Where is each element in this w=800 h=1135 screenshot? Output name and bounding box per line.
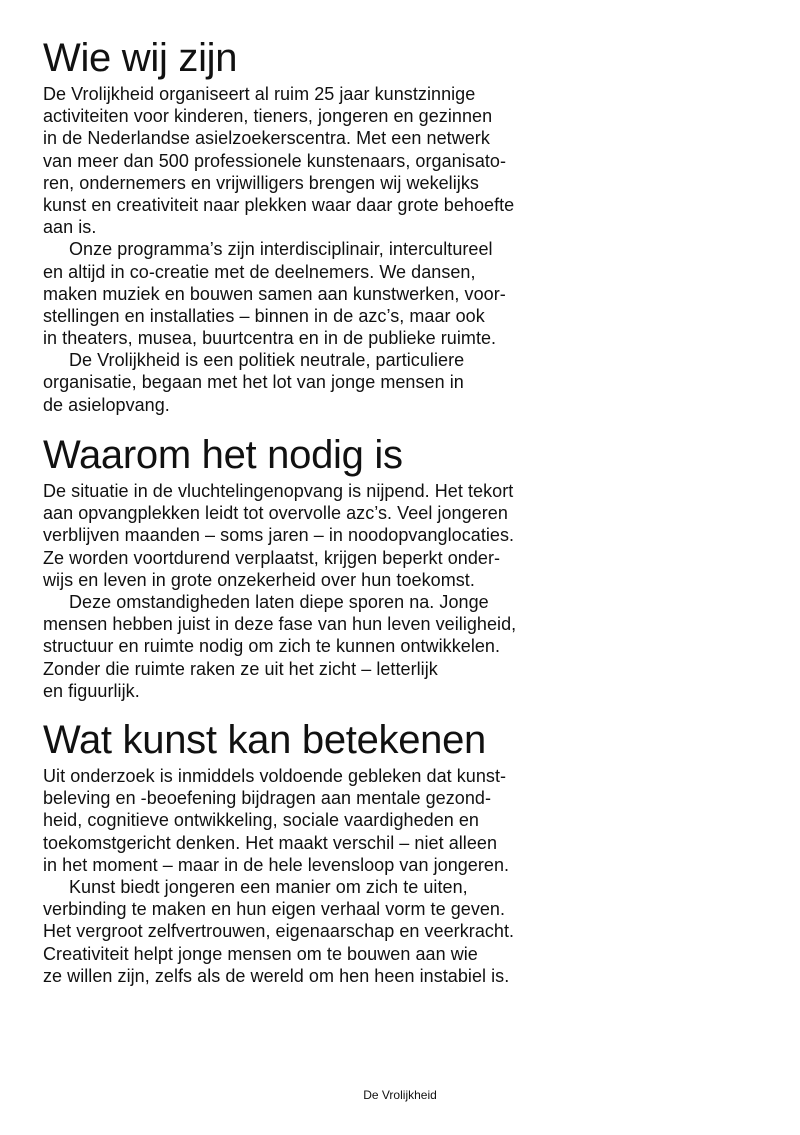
text-line: kunst en creativiteit naar plekken waar daar grote behoefte	[43, 194, 515, 215]
text-line: verbinding te maken en hun eigen verhaal vorm te geven.	[43, 899, 506, 920]
text-line: Ze worden voortdurend verplaatst, krijgen beperkt onder-	[43, 547, 501, 568]
text-line: verblijven maanden – soms jaren – in noodopvanglocaties.	[43, 525, 515, 546]
text-line: beleving en -beoefening bijdragen aan mentale gezond-	[43, 788, 491, 809]
text-line: van meer dan 500 professionele kunstenaars, organisato-	[43, 150, 507, 171]
paragraph	[43, 876, 643, 987]
text-line: activiteiten voor kinderen, tieners, jongeren en gezinnen	[43, 106, 493, 127]
text-line: in theaters, musea, buurtcentra en in de publieke ruimte.	[43, 328, 497, 349]
text-line: Uit onderzoek is inmiddels voldoende gebleken dat kunst-	[43, 766, 507, 786]
text-line: wijs en leven in grote onzekerheid over hun toekomst.	[43, 569, 475, 590]
text-line: en altijd in co-creatie met de deelnemers. We dansen,	[43, 261, 476, 282]
text-line: de asielopvang.	[43, 394, 170, 415]
section-wie-wij-zijn	[43, 33, 643, 416]
text-line: toekomstgericht denken. Het maakt verschil – niet alleen	[43, 832, 498, 853]
text-line: Deze omstandigheden laten diepe sporen na. Jonge	[69, 591, 489, 612]
section-waarom-het-nodig-is	[43, 430, 643, 702]
text-line: heid, cognitieve ontwikkeling, sociale vaardigheden en	[43, 810, 479, 831]
page-footer: De Vrolijkheid	[363, 1088, 437, 1102]
text-line: ze willen zijn, zelfs als de wereld om hen heen instabiel is.	[43, 965, 510, 986]
text-line: structuur en ruimte nodig om zich te kunnen ontwikkelen.	[43, 636, 501, 657]
text-line: De situatie in de vluchtelingenopvang is nijpend. Het tekort	[43, 481, 514, 501]
text-line: De Vrolijkheid organiseert al ruim 25 jaar kunstzinnige	[43, 84, 476, 104]
text-line: Zonder die ruimte raken ze uit het zicht – letterlijk	[43, 658, 438, 679]
paragraph	[43, 349, 643, 416]
text-line: Onze programma’s zijn interdisciplinair, intercultureel	[69, 239, 493, 260]
paragraph	[43, 83, 643, 238]
text-line: en figuurlijk.	[43, 680, 140, 701]
paragraph	[43, 480, 643, 591]
text-line: organisatie, begaan met het lot van jonge mensen in	[43, 372, 464, 393]
text-line: ren, ondernemers en vrijwilligers brengen wij wekelijks	[43, 172, 479, 193]
section-heading: Waarom het nodig is	[43, 433, 403, 477]
text-line: Het vergroot zelfvertrouwen, eigenaarschap en veerkracht.	[43, 921, 515, 942]
text-line: stellingen en installaties – binnen in de azc’s, maar ook	[43, 305, 485, 326]
text-line: De Vrolijkheid is een politiek neutrale, particuliere	[69, 350, 465, 371]
paragraph	[43, 591, 643, 702]
text-line: Creativiteit helpt jonge mensen om te bouwen aan wie	[43, 943, 478, 964]
paragraph	[43, 765, 643, 876]
text-line: aan opvangplekken leidt tot overvolle azc’s. Veel jongeren	[43, 503, 508, 524]
section-wat-kunst-kan-betekenen	[43, 715, 643, 987]
text-line: in de Nederlandse asielzoekerscentra. Met een netwerk	[43, 128, 490, 149]
text-line: maken muziek en bouwen samen aan kunstwerken, voor-	[43, 283, 506, 304]
text-line: in het moment – maar in de hele levensloop van jongeren.	[43, 854, 510, 875]
paragraph	[43, 238, 643, 349]
text-line: Kunst biedt jongeren een manier om zich te uiten,	[69, 876, 468, 897]
text-line: aan is.	[43, 217, 97, 238]
section-heading: Wat kunst kan betekenen	[43, 718, 487, 762]
text-line: mensen hebben juist in deze fase van hun leven veiligheid,	[43, 614, 517, 635]
section-heading: Wie wij zijn	[43, 36, 238, 80]
